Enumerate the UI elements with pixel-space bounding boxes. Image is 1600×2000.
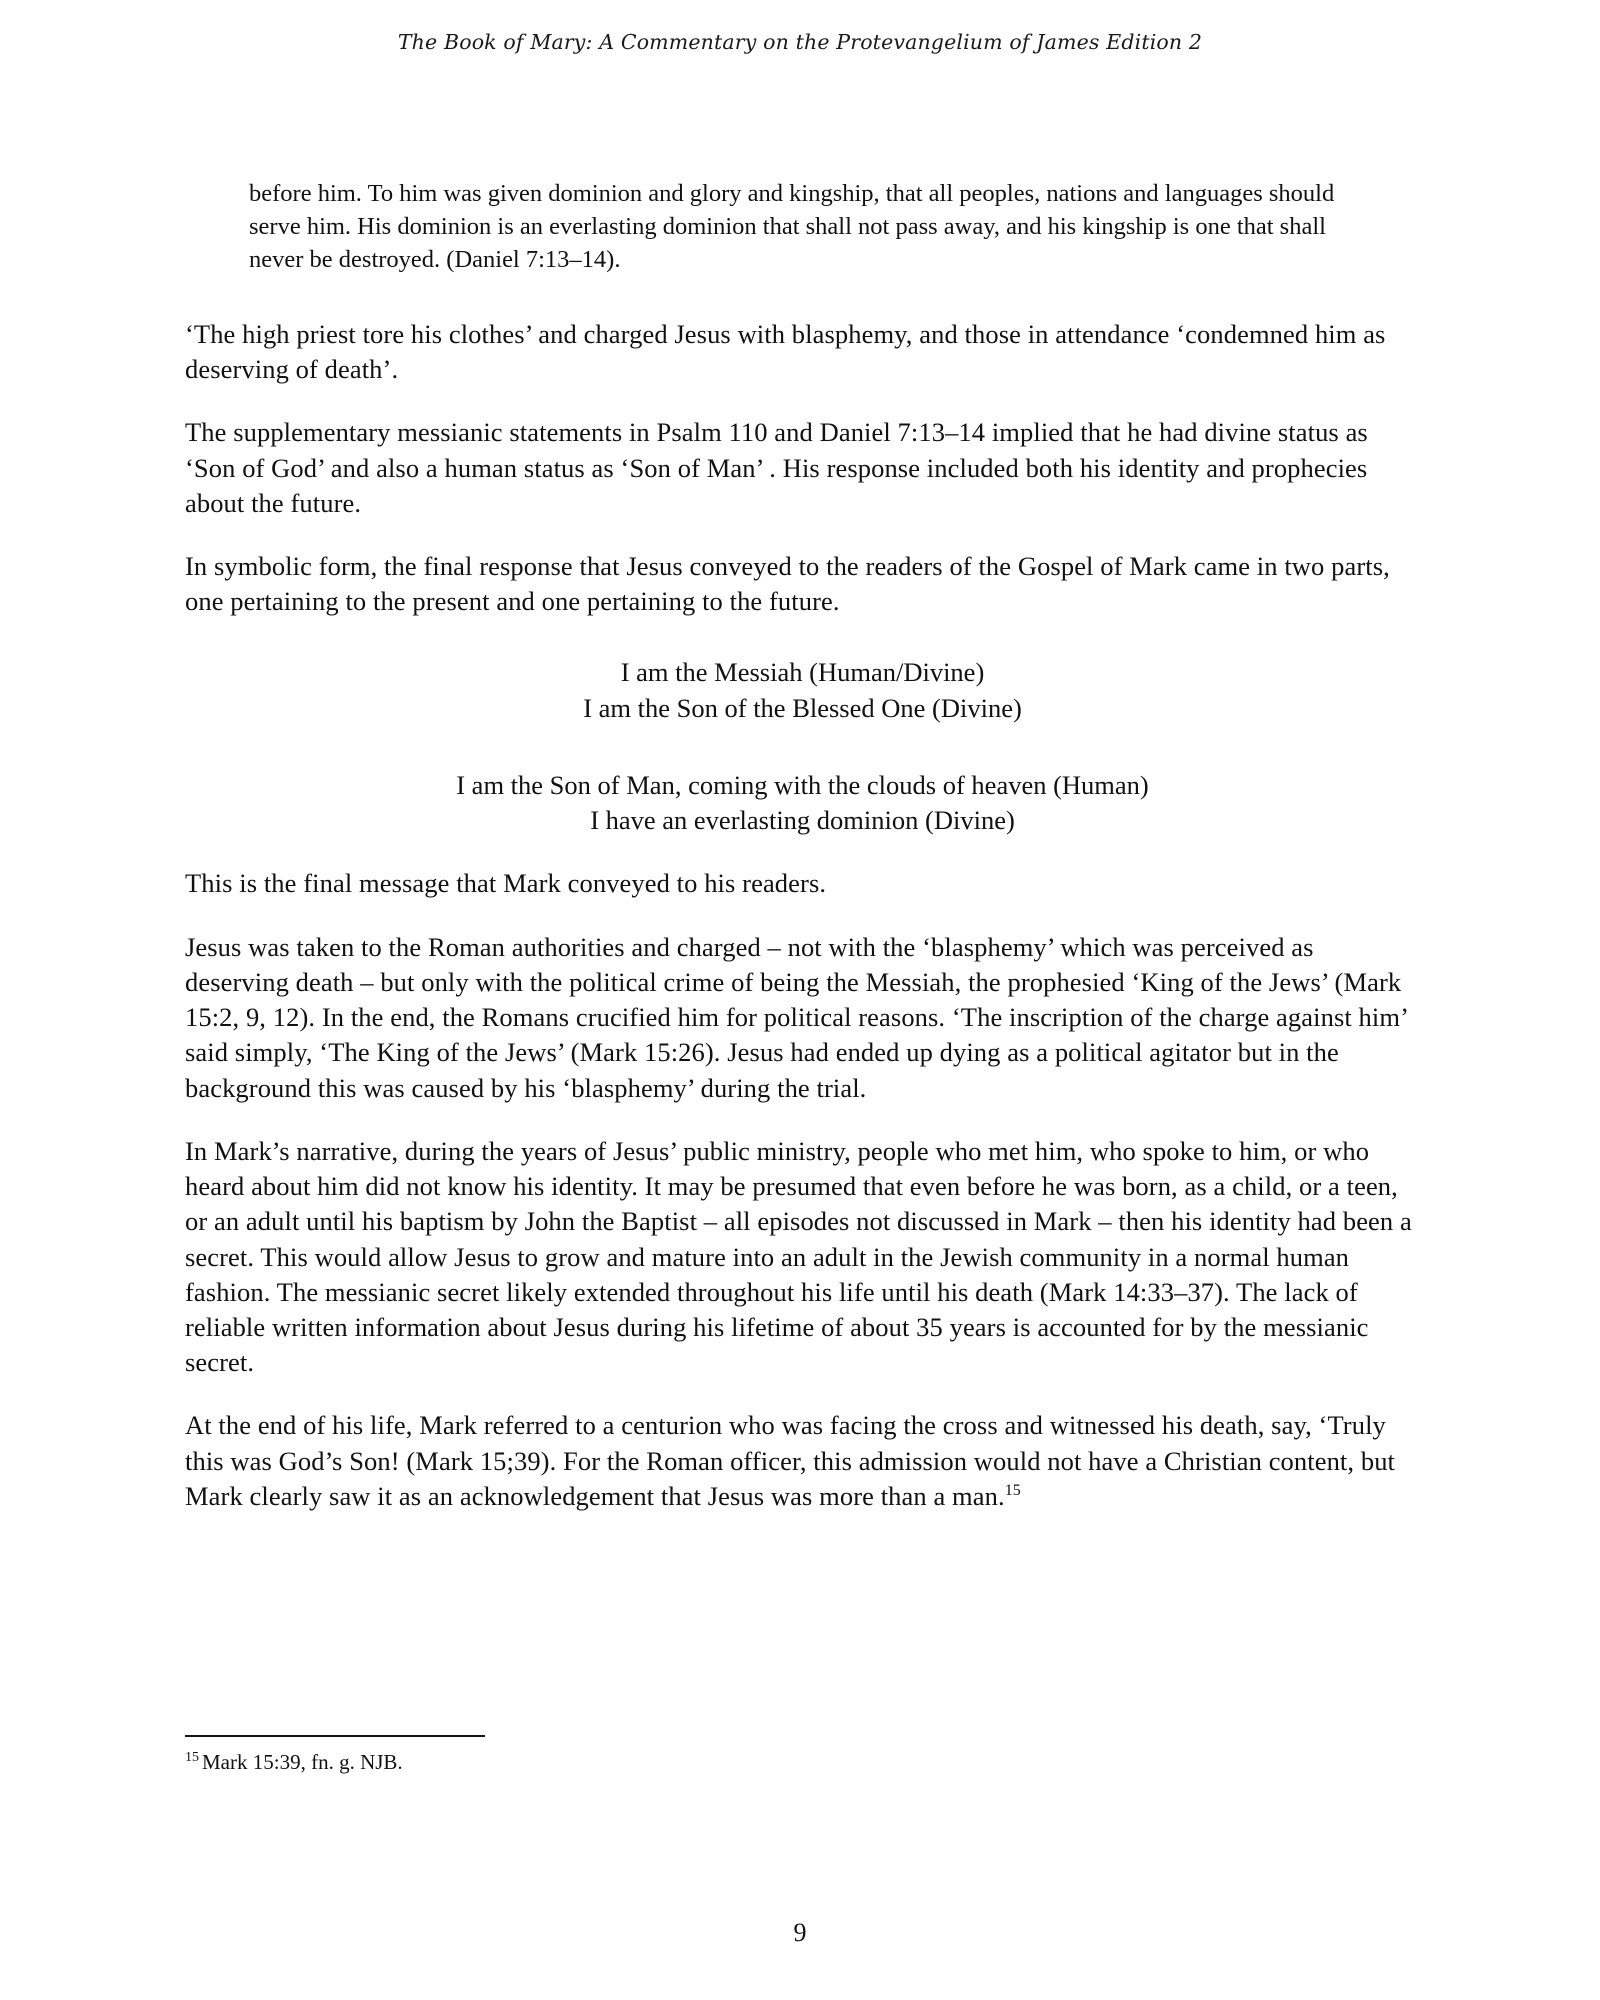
paragraph-marks-narrative: In Mark’s narrative, during the years of Jesus’ public ministry, people who met him, who spoke to him, or who heard about him did not know his identity. It may be presumed that even before he was born, as a child, or a teen, or an adult until his baptism by John the Baptist – all episodes not discussed in Mark – then his identity had been a secret. This would allow Jesus to grow and mature into an adult in the Jewish community in a normal human fashion. The messianic secret likely extended throughout his life until his death (Mark 14:33–37). The lack of reliable written information about Jesus during his lifetime of about 35 years is accounted for by the messianic secret. xyxy=(185,1135,1412,1378)
paragraph-final-message: This is the final message that Mark conveyed to his readers. xyxy=(185,868,827,899)
footnote-reference-15[interactable]: 15 xyxy=(1004,1482,1021,1500)
verse-line: I am the Messiah (Human/Divine) xyxy=(620,657,985,688)
verse-block-two xyxy=(185,768,1420,838)
verse-line: I have an everlasting dominion (Divine) xyxy=(590,805,1015,836)
paragraph-centurion xyxy=(185,1408,1420,1514)
verse-line: I am the Son of the Blessed One (Divine) xyxy=(583,692,1022,723)
verse-line: I am the Son of Man, coming with the clouds of heaven (Human) xyxy=(456,769,1149,800)
footnote-text: Mark 15:39, fn. g. NJB. xyxy=(202,1750,403,1774)
verse-block-one xyxy=(185,655,1420,725)
page-number: 9 xyxy=(793,1918,807,1947)
footnote-item-15 xyxy=(185,1749,1420,1776)
page-body xyxy=(185,178,1420,1542)
paragraph-centurion-text: At the end of his life, Mark referred to a centurion who was facing the cross and witnessed his death, say, ‘Truly this was God’s Son! (Mark 15;39). For the Roman officer, this admission would not have a Christian content, but Mark clearly saw it as an acknowledgement that Jesus was more than a man. xyxy=(185,1410,1396,1511)
paragraph-supplementary-statements: The supplementary messianic statements in Psalm 110 and Daniel 7:13–14 implied that he had divine status as ‘Son of God’ and also a human status as ‘Son of Man’ . His response included both his identity and prophecies about the future. xyxy=(185,417,1368,518)
verse-spacer xyxy=(185,754,1420,768)
paragraph-symbolic-form: In symbolic form, the final response that Jesus conveyed to the readers of the Gospel of Mark came in two parts, one pertaining to the present and one pertaining to the future. xyxy=(185,550,1390,617)
block-quote-daniel: before him. To him was given dominion and glory and kingship, that all peoples, nations and languages should serve him. His dominion is an everlasting dominion that shall not pass away, and his kingship is one that shall never be destroyed. (Daniel 7:13–14). xyxy=(249,180,1335,273)
footnote-area xyxy=(185,1735,1420,1776)
paragraph-roman-authorities: Jesus was taken to the Roman authorities and charged – not with the ‘blasphemy’ which was perceived as deserving death – but only with the political crime of being the Messiah, the prophesied ‘King of the Jews’ (Mark 15:2, 9, 12). In the end, the Romans crucified him for political reasons. ‘The inscription of the charge against him’ said simply, ‘The King of the Jews’ (Mark 15:26). Jesus had ended up dying as a political agitator but in the background this was caused by his ‘blasphemy’ during the trial. xyxy=(185,931,1408,1103)
footnote-separator-rule xyxy=(185,1735,485,1737)
footnote-number: 15 xyxy=(185,1750,199,1765)
running-header: The Book of Mary: A Commentary on the Protevangelium of James Edition 2 xyxy=(397,30,1203,54)
paragraph-high-priest: ‘The high priest tore his clothes’ and charged Jesus with blasphemy, and those in attendance ‘condemned him as deserving of death’. xyxy=(185,318,1386,385)
